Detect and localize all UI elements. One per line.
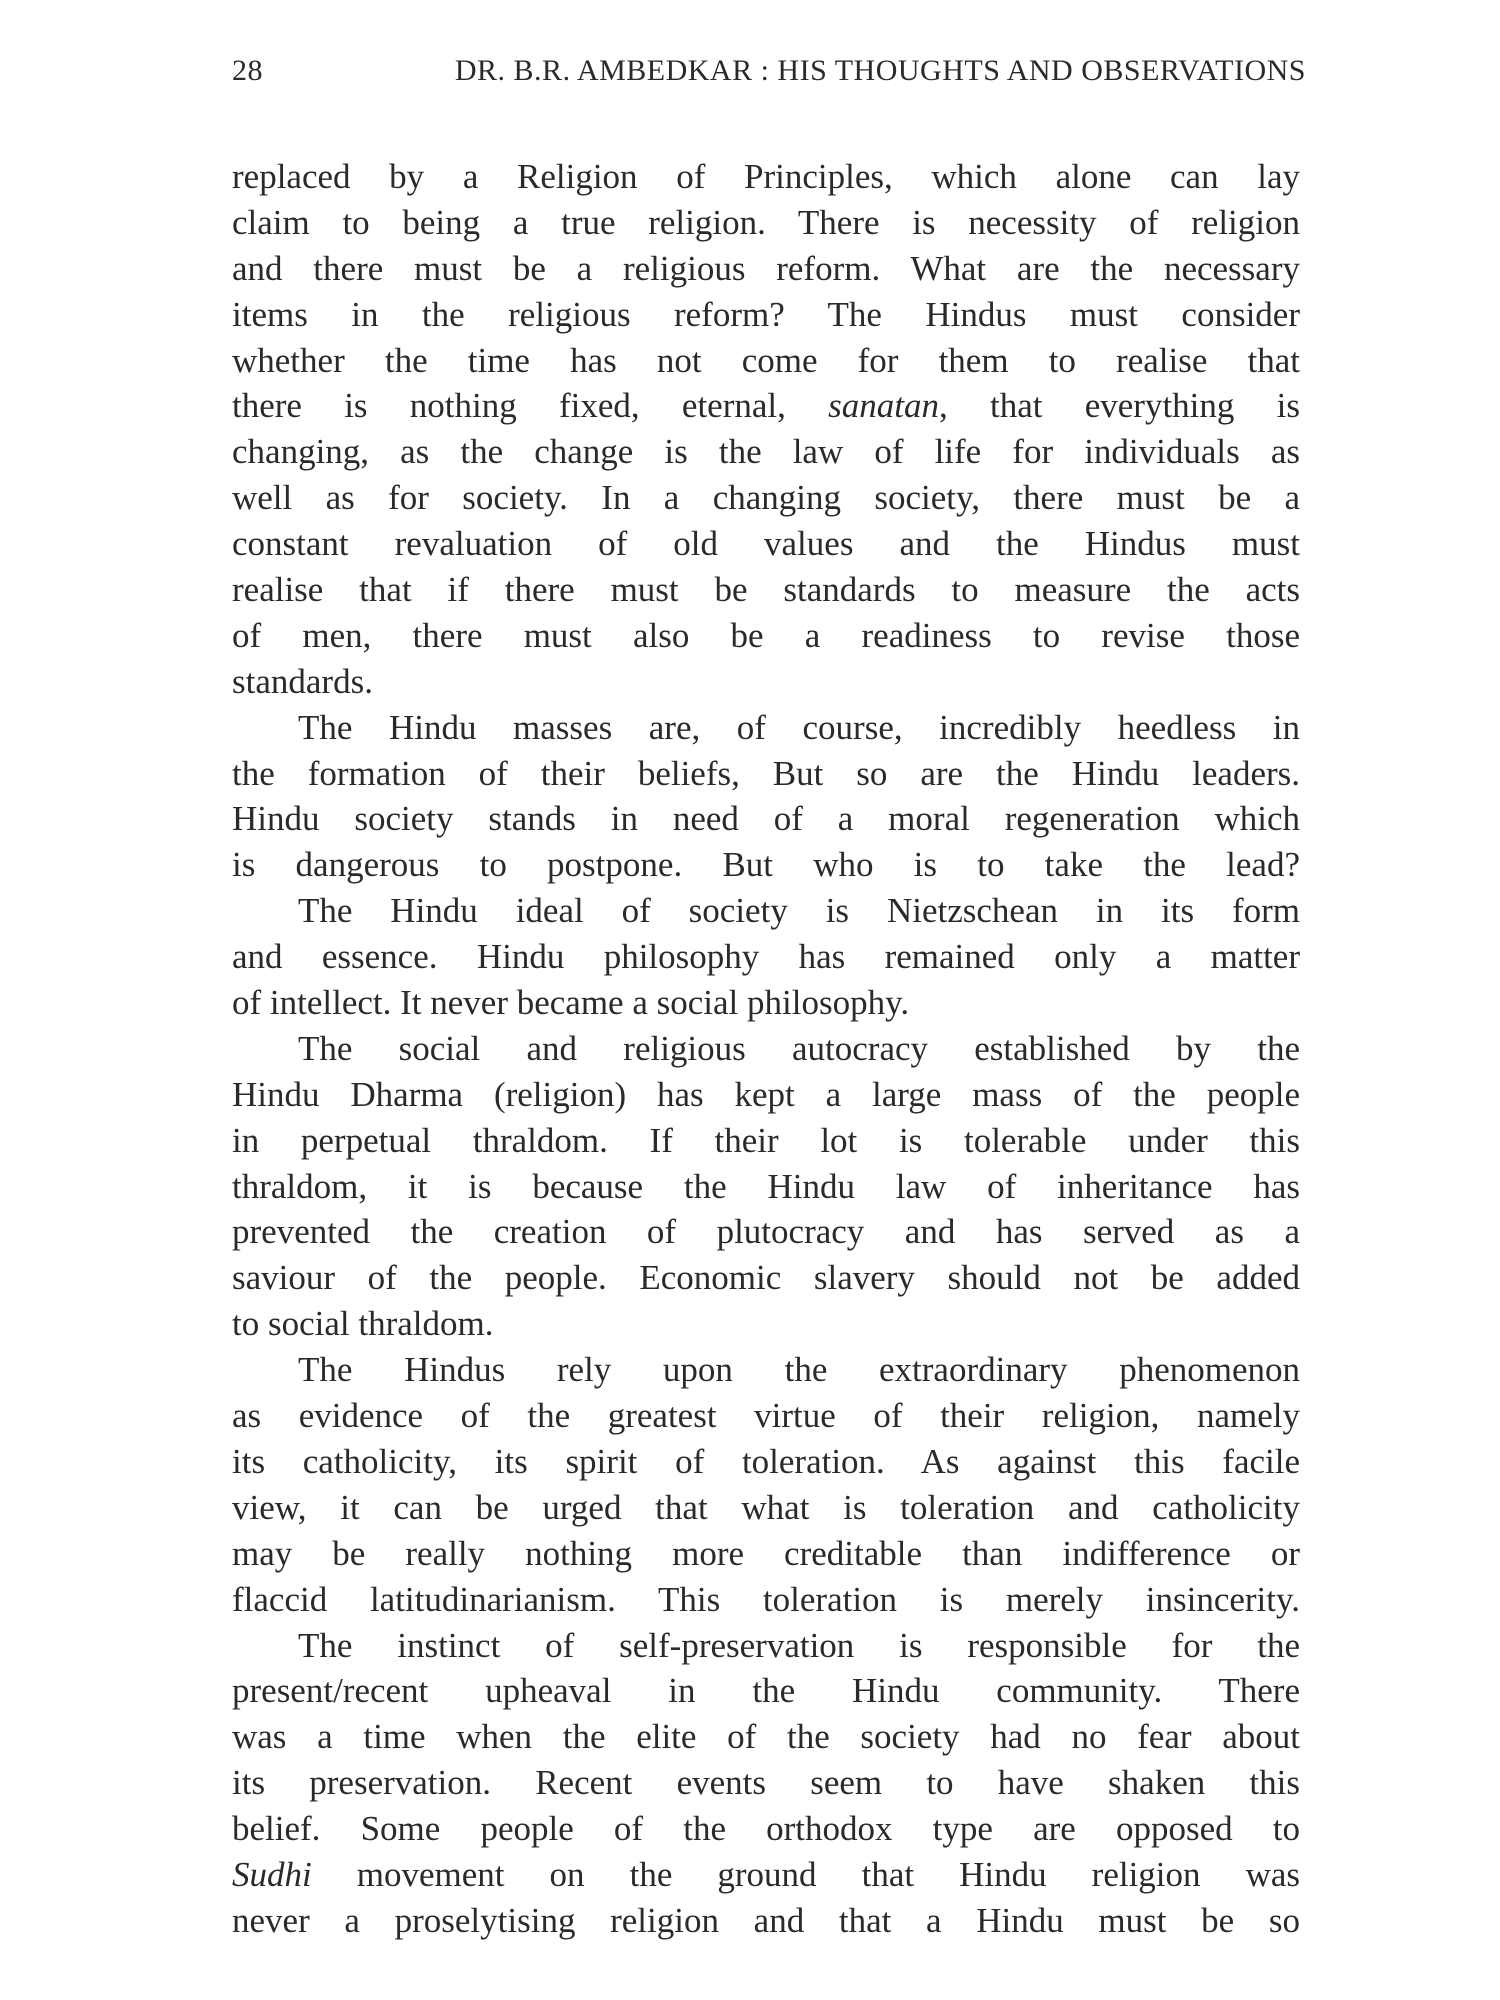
text-line <box>232 659 1300 705</box>
text-segment: prevented the creation of plutocracy and has served as a <box>232 1212 1300 1252</box>
text-line <box>232 796 1300 842</box>
text-segment: never a proselytising religion and that a Hindu must be so <box>232 1900 1300 1940</box>
text-line <box>232 1668 1300 1714</box>
text-segment: of intellect. It never became a social philosophy. <box>232 983 910 1023</box>
text-line <box>232 429 1300 475</box>
text-segment: and essence. Hindu philosophy has remained only a matter <box>232 937 1300 977</box>
text-line <box>232 1393 1300 1439</box>
running-title: DR. B.R. AMBEDKAR : HIS THOUGHTS AND OBSERVATIONS <box>454 54 1306 87</box>
text-line <box>232 1852 1300 1898</box>
text-line <box>232 1209 1300 1255</box>
text-segment: constant revaluation of old values and the Hindus must <box>232 524 1300 564</box>
text-line <box>232 1118 1300 1164</box>
text-line <box>232 567 1300 613</box>
text-segment: Hindu Dharma (religion) has kept a large mass of the people <box>232 1074 1300 1114</box>
text-segment: saviour of the people. Economic slavery should not be added <box>232 1258 1300 1298</box>
text-line <box>232 705 1300 751</box>
text-line <box>232 751 1300 797</box>
text-segment: the formation of their beliefs, But so are the Hindu leaders. <box>232 753 1300 793</box>
text-line <box>232 934 1300 980</box>
text-segment: The Hindu masses are, of course, incredibly heedless in <box>298 707 1300 747</box>
text-segment: flaccid latitudinarianism. This toleration is merely insincerity. <box>232 1579 1300 1619</box>
text-line <box>232 888 1300 934</box>
text-segment: is dangerous to postpone. But who is to take the lead? <box>232 845 1300 885</box>
text-segment: whether the time has not come for them to realise that <box>232 340 1300 380</box>
text-segment: as evidence of the greatest virtue of their religion, namely <box>232 1396 1300 1436</box>
text-segment: movement on the ground that Hindu religion was <box>311 1854 1300 1894</box>
text-segment: replaced by a Religion of Principles, which alone can lay <box>232 157 1300 196</box>
text-line <box>232 1806 1300 1852</box>
text-segment: present/recent upheaval in the Hindu community. There <box>232 1671 1300 1711</box>
text-line <box>232 1577 1300 1623</box>
text-line <box>232 1072 1300 1118</box>
text-line <box>232 1026 1300 1072</box>
text-segment: claim to being a true religion. There is necessity of religion <box>232 202 1300 242</box>
text-segment: The Hindus rely upon the extraordinary phenomenon <box>298 1350 1300 1390</box>
text-line <box>232 980 1300 1026</box>
text-segment: belief. Some people of the orthodox type are opposed to <box>232 1809 1300 1849</box>
text-line <box>232 1531 1300 1577</box>
text-line <box>232 613 1300 659</box>
text-segment: and there must be a religious reform. What are the necessary <box>232 248 1300 288</box>
text-line <box>232 1301 1300 1347</box>
text-segment: its catholicity, its spirit of toleration. As against this facile <box>232 1441 1300 1481</box>
italic-term: sanatan <box>828 386 939 426</box>
text-segment: realise that if there must be standards to measure the acts <box>232 570 1300 610</box>
text-segment: of men, there must also be a readiness to revise those <box>232 615 1300 655</box>
text-segment: was a time when the elite of the society had no fear about <box>232 1717 1300 1757</box>
text-segment: to social thraldom. <box>232 1304 494 1344</box>
text-line <box>232 1439 1300 1485</box>
text-line <box>232 1485 1300 1531</box>
text-line <box>232 200 1300 246</box>
text-line <box>232 842 1300 888</box>
text-segment: may be really nothing more creditable than indifference or <box>232 1533 1300 1573</box>
body-text <box>232 154 1300 1944</box>
italic-term: Sudhi <box>232 1854 312 1894</box>
text-line <box>232 1623 1300 1669</box>
text-line <box>232 1255 1300 1301</box>
text-segment: standards. <box>232 661 373 701</box>
text-line <box>232 338 1300 384</box>
text-segment: changing, as the change is the law of life for individuals as <box>232 432 1300 472</box>
text-segment: The instinct of self-preservation is responsible for the <box>298 1625 1300 1665</box>
text-segment: , that everything is <box>938 386 1300 426</box>
text-line <box>232 475 1300 521</box>
text-line <box>232 1714 1300 1760</box>
text-line <box>232 1760 1300 1806</box>
text-segment: The Hindu ideal of society is Nietzschean in its form <box>298 891 1300 931</box>
text-line <box>232 1164 1300 1210</box>
running-header <box>232 54 1306 98</box>
text-line <box>232 292 1300 338</box>
text-segment: items in the religious reform? The Hindus must consider <box>232 294 1300 334</box>
text-line <box>232 1898 1300 1944</box>
text-line <box>232 383 1300 429</box>
text-segment: thraldom, it is because the Hindu law of inheritance has <box>232 1166 1300 1206</box>
page-number: 28 <box>232 54 263 87</box>
text-segment: there is nothing fixed, eternal, <box>232 386 829 426</box>
text-segment: Hindu society stands in need of a moral regeneration which <box>232 799 1300 839</box>
text-line <box>232 1347 1300 1393</box>
text-segment: well as for society. In a changing society, there must be a <box>232 478 1300 518</box>
text-line <box>232 246 1300 292</box>
text-segment: its preservation. Recent events seem to have shaken this <box>232 1763 1300 1803</box>
text-segment: The social and religious autocracy established by the <box>298 1028 1300 1068</box>
text-line <box>232 154 1300 200</box>
text-line <box>232 521 1300 567</box>
text-segment: view, it can be urged that what is toleration and catholicity <box>232 1487 1300 1527</box>
text-segment: in perpetual thraldom. If their lot is tolerable under this <box>232 1120 1300 1160</box>
